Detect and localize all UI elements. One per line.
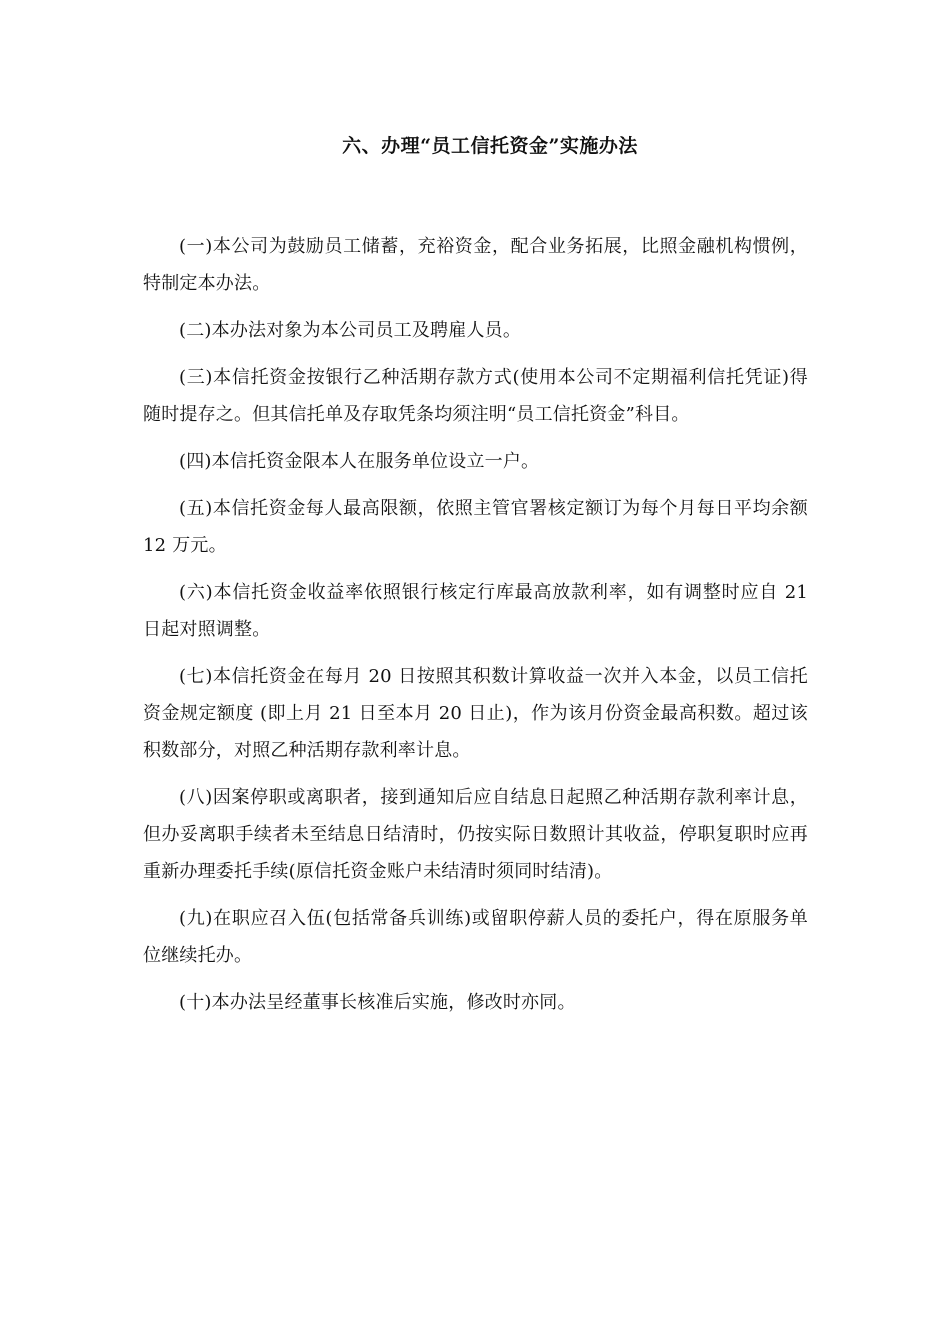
document-title: 六、办理“员工信托资金”实施办法 bbox=[342, 135, 638, 157]
clause-4: (四)本信托资金限本人在服务单位设立一户。 bbox=[179, 451, 540, 472]
clause-5: (五)本信托资金每人最高限额，依照主管官署核定额订为每个月每日平均余额 12 万元。 bbox=[143, 498, 808, 556]
clause-10: (十)本办法呈经董事长核准后实施，修改时亦同。 bbox=[179, 992, 576, 1013]
clause-7: (七)本信托资金在每月 20 日按照其积数计算收益一次并入本金，以员工信托资金规定额度 (即上月 21 日至本月 20 日止)，作为该月份资金最高积数。超过该积数部分，对照乙种活期存款利率计息。 bbox=[143, 666, 808, 761]
clause-8: (八)因案停职或离职者，接到通知后应自结息日起照乙种活期存款利率计息，但办妥离职手续者未至结息日结清时，仍按实际日数照计其收益，停职复职时应再重新办理委托手续(原信托资金账户未结清时须同时结清)。 bbox=[143, 787, 808, 882]
clause-9: (九)在职应召入伍(包括常备兵训练)或留职停薪人员的委托户，得在原服务单位继续托办。 bbox=[143, 908, 808, 966]
clause-1: (一)本公司为鼓励员工储蓄，充裕资金，配合业务拓展，比照金融机构惯例，特制定本办法。 bbox=[143, 236, 808, 294]
document-body bbox=[143, 228, 808, 1031]
clause-3: (三)本信托资金按银行乙种活期存款方式(使用本公司不定期福利信托凭证)得随时提存之。但其信托单及存取凭条均须注明“员工信托资金”科目。 bbox=[143, 367, 808, 425]
clause-6: (六)本信托资金收益率依照银行核定行库最高放款利率，如有调整时应自 21 日起对照调整。 bbox=[143, 582, 808, 640]
clause-2: (二)本办法对象为本公司员工及聘雇人员。 bbox=[179, 320, 522, 341]
